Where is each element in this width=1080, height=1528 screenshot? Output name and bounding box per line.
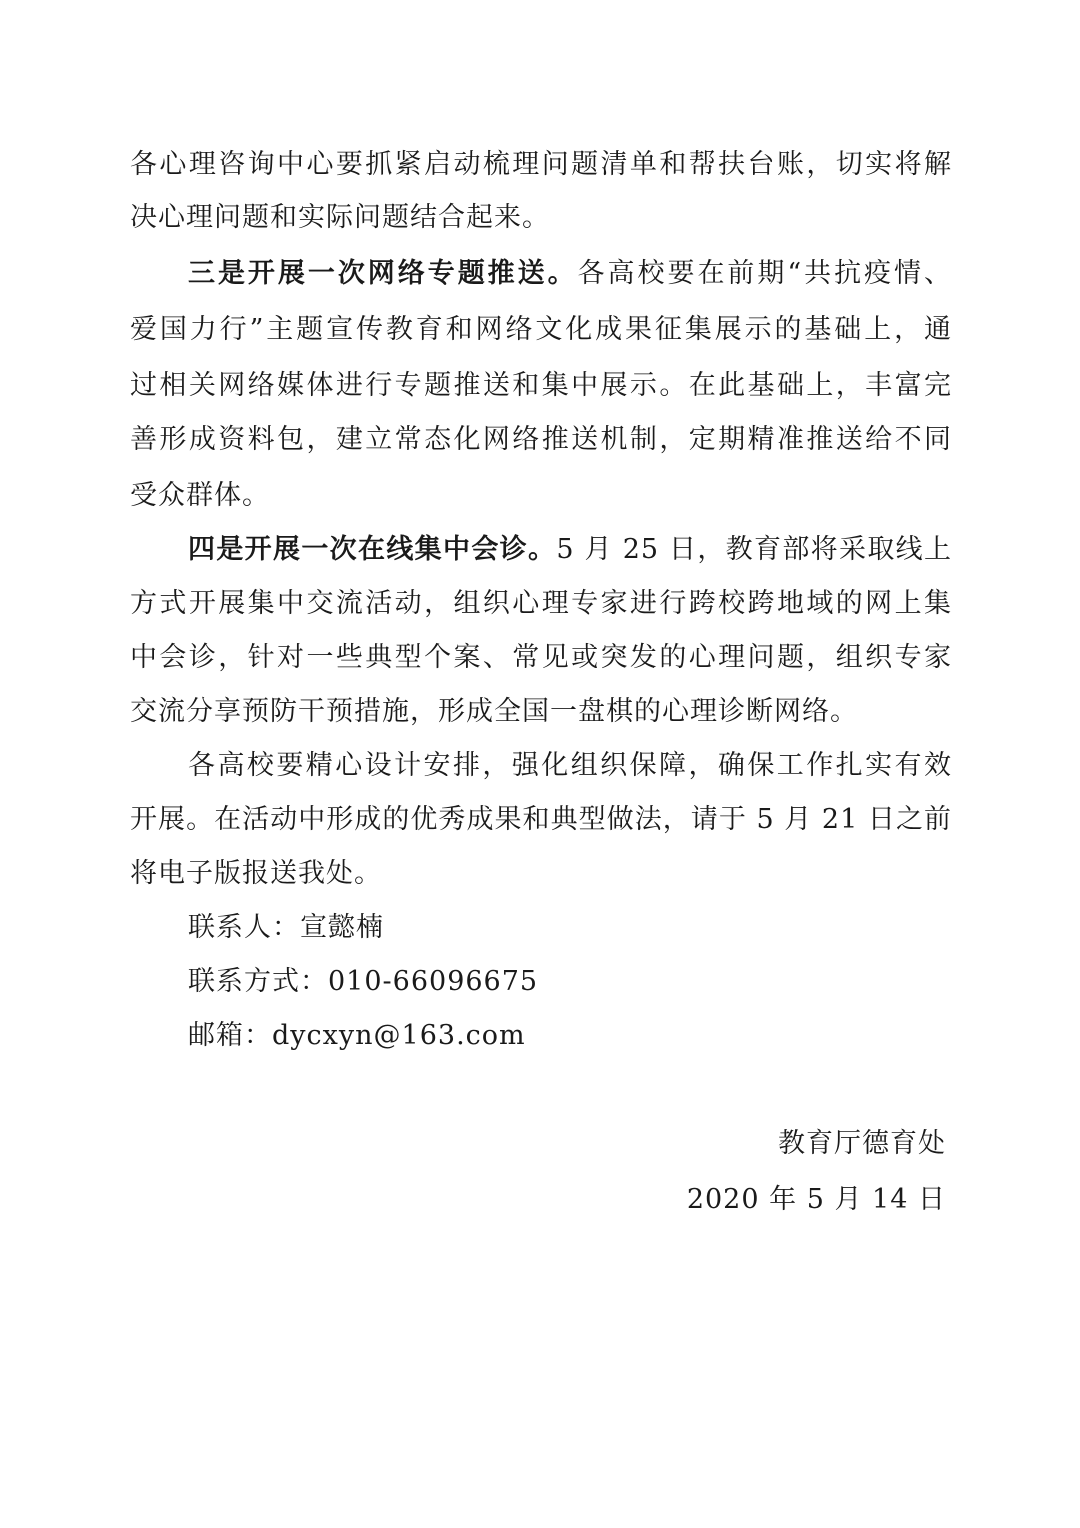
signature-date: 2020 年 5 月 14 日 bbox=[686, 1184, 946, 1215]
contact-phone: 联系方式：010-66096675 bbox=[188, 966, 539, 997]
paragraph-3-line-2: 方式开展集中交流活动，组织心理专家进行跨校跨地域的网上集 bbox=[130, 588, 952, 619]
paragraph-4-line-2: 开展。在活动中形成的优秀成果和典型做法，请于 5 月 21 日之前 bbox=[130, 804, 952, 835]
paragraph-1-line-1: 各心理咨询中心要抓紧启动梳理问题清单和帮扶台账，切实将解 bbox=[130, 149, 952, 180]
paragraph-3-heading: 四是开展一次在线集中会诊。 bbox=[188, 534, 557, 565]
signature-office: 教育厅德育处 bbox=[778, 1128, 946, 1159]
paragraph-2-heading: 三是开展一次网络专题推送。 bbox=[188, 258, 578, 289]
paragraph-3-line-1 bbox=[188, 530, 952, 570]
paragraph-4-line-1: 各高校要精心设计安排，强化组织保障，确保工作扎实有效 bbox=[188, 750, 952, 781]
paragraph-2-line-2: 爱国力行”主题宣传教育和网络文化成果征集展示的基础上，通 bbox=[130, 314, 952, 345]
contact-email: 邮箱：dycxyn@163.com bbox=[188, 1020, 526, 1051]
paragraph-1-line-2: 决心理问题和实际问题结合起来。 bbox=[130, 202, 550, 233]
paragraph-2-line-4: 善形成资料包，建立常态化网络推送机制，定期精准推送给不同 bbox=[130, 424, 952, 455]
paragraph-2-line-5: 受众群体。 bbox=[130, 480, 270, 511]
paragraph-3-line-1-rest: 5 月 25 日，教育部将采取线上 bbox=[556, 534, 952, 565]
paragraph-2-line-1 bbox=[188, 254, 952, 294]
contact-person: 联系人：宣懿楠 bbox=[188, 912, 384, 943]
paragraph-3-line-4: 交流分享预防干预措施，形成全国一盘棋的心理诊断网络。 bbox=[130, 696, 858, 727]
paragraph-2-line-1-rest: 各高校要在前期“共抗疫情、 bbox=[577, 258, 952, 289]
paragraph-4-line-3: 将电子版报送我处。 bbox=[130, 858, 382, 889]
paragraph-3-line-3: 中会诊，针对一些典型个案、常见或突发的心理问题，组织专家 bbox=[130, 642, 952, 673]
paragraph-2-line-3: 过相关网络媒体进行专题推送和集中展示。在此基础上，丰富完 bbox=[130, 370, 952, 401]
